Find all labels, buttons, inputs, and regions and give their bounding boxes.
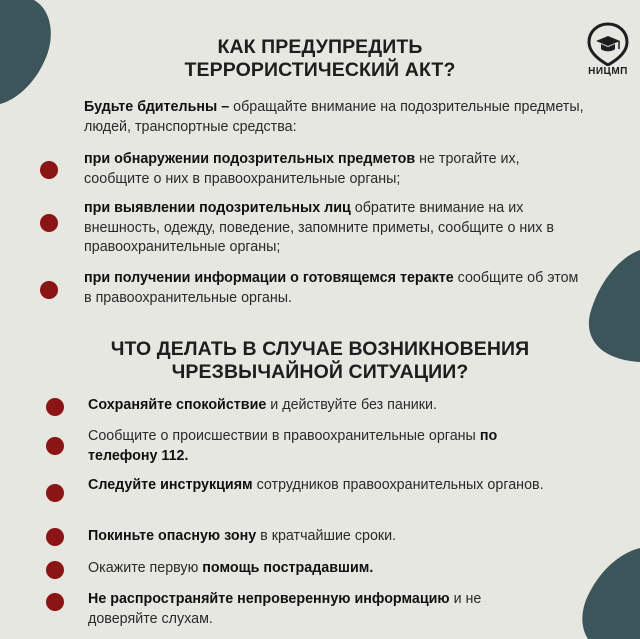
- section1-title: [110, 36, 530, 82]
- intro-bold: Будьте бдительны –: [84, 99, 230, 115]
- list-item-bold: при получении информации о готовящемся теракте: [84, 270, 454, 286]
- list-item-bold: Не распространяйте непроверенную информацию: [88, 591, 450, 607]
- list-item-bold: Покиньте опасную зону: [88, 528, 257, 544]
- bullet-icon: [46, 398, 64, 416]
- logo-label: НИЦМП: [588, 66, 628, 77]
- list-item: [88, 527, 568, 547]
- list-item: [84, 269, 584, 308]
- list-item-bold: по телефону 112.: [88, 428, 498, 464]
- list-item-text: сотрудников правоохранительных органов.: [252, 477, 544, 493]
- list-item-text: не трогайте их, сообщите о них в правоохранительные органы;: [84, 151, 520, 187]
- bullet-icon: [46, 484, 64, 502]
- list-item: [88, 396, 568, 416]
- list-item-bold: помощь пострадавшим.: [202, 560, 374, 576]
- bullet-icon: [40, 214, 58, 232]
- section1-title-line: КАК ПРЕДУПРЕДИТЬ: [217, 36, 423, 58]
- decorative-blob-right: [578, 250, 640, 365]
- list-item-bold: при выявлении подозрительных лиц: [84, 200, 351, 216]
- list-item-bold: Сохраняйте спокойствие: [88, 397, 267, 413]
- bullet-icon: [46, 528, 64, 546]
- list-item-text: сообщите об этом в правоохранительные органы.: [84, 270, 579, 306]
- section2-title: [60, 338, 580, 384]
- list-item-bold: Следуйте инструкциям: [88, 477, 253, 493]
- list-item: [88, 590, 498, 629]
- section1-intro: [84, 98, 584, 137]
- decorative-blob-top-left: [0, 0, 60, 110]
- list-item-text: Сообщите о происшествии в правоохранительные органы: [88, 428, 480, 444]
- logo: [584, 22, 632, 80]
- list-item-text: обратите внимание на их внешность, одежду, поведение, запомните приметы, сообщите о них в правоохранительные органы;: [84, 200, 554, 255]
- graduation-cap-icon: [584, 22, 632, 66]
- list-item-text: и действуйте без паники.: [266, 397, 437, 413]
- list-item: [88, 427, 558, 466]
- bullet-icon: [46, 437, 64, 455]
- intro-text: обращайте внимание на подозрительные предметы, людей, транспортные средства:: [84, 99, 584, 135]
- bullet-icon: [40, 281, 58, 299]
- list-item: [84, 199, 584, 258]
- section2-title-line: ЧРЕЗВЫЧАЙНОЙ СИТУАЦИИ?: [171, 361, 469, 383]
- list-item: [84, 150, 584, 189]
- bullet-icon: [40, 161, 58, 179]
- list-item: [88, 559, 568, 579]
- section2-title-line: ЧТО ДЕЛАТЬ В СЛУЧАЕ ВОЗНИКНОВЕНИЯ: [110, 338, 530, 360]
- section1-title-line: ТЕРРОРИСТИЧЕСКИЙ АКТ?: [184, 59, 456, 81]
- bullet-icon: [46, 561, 64, 579]
- list-item-bold: при обнаружении подозрительных предметов: [84, 151, 416, 167]
- decorative-blob-bottom-right: [570, 548, 640, 639]
- list-item-text: и не доверяйте слухам.: [88, 591, 482, 627]
- list-item-text: в кратчайшие сроки.: [256, 528, 397, 544]
- list-item: [88, 476, 568, 496]
- list-item-text: Окажите первую: [88, 560, 203, 576]
- bullet-icon: [46, 593, 64, 611]
